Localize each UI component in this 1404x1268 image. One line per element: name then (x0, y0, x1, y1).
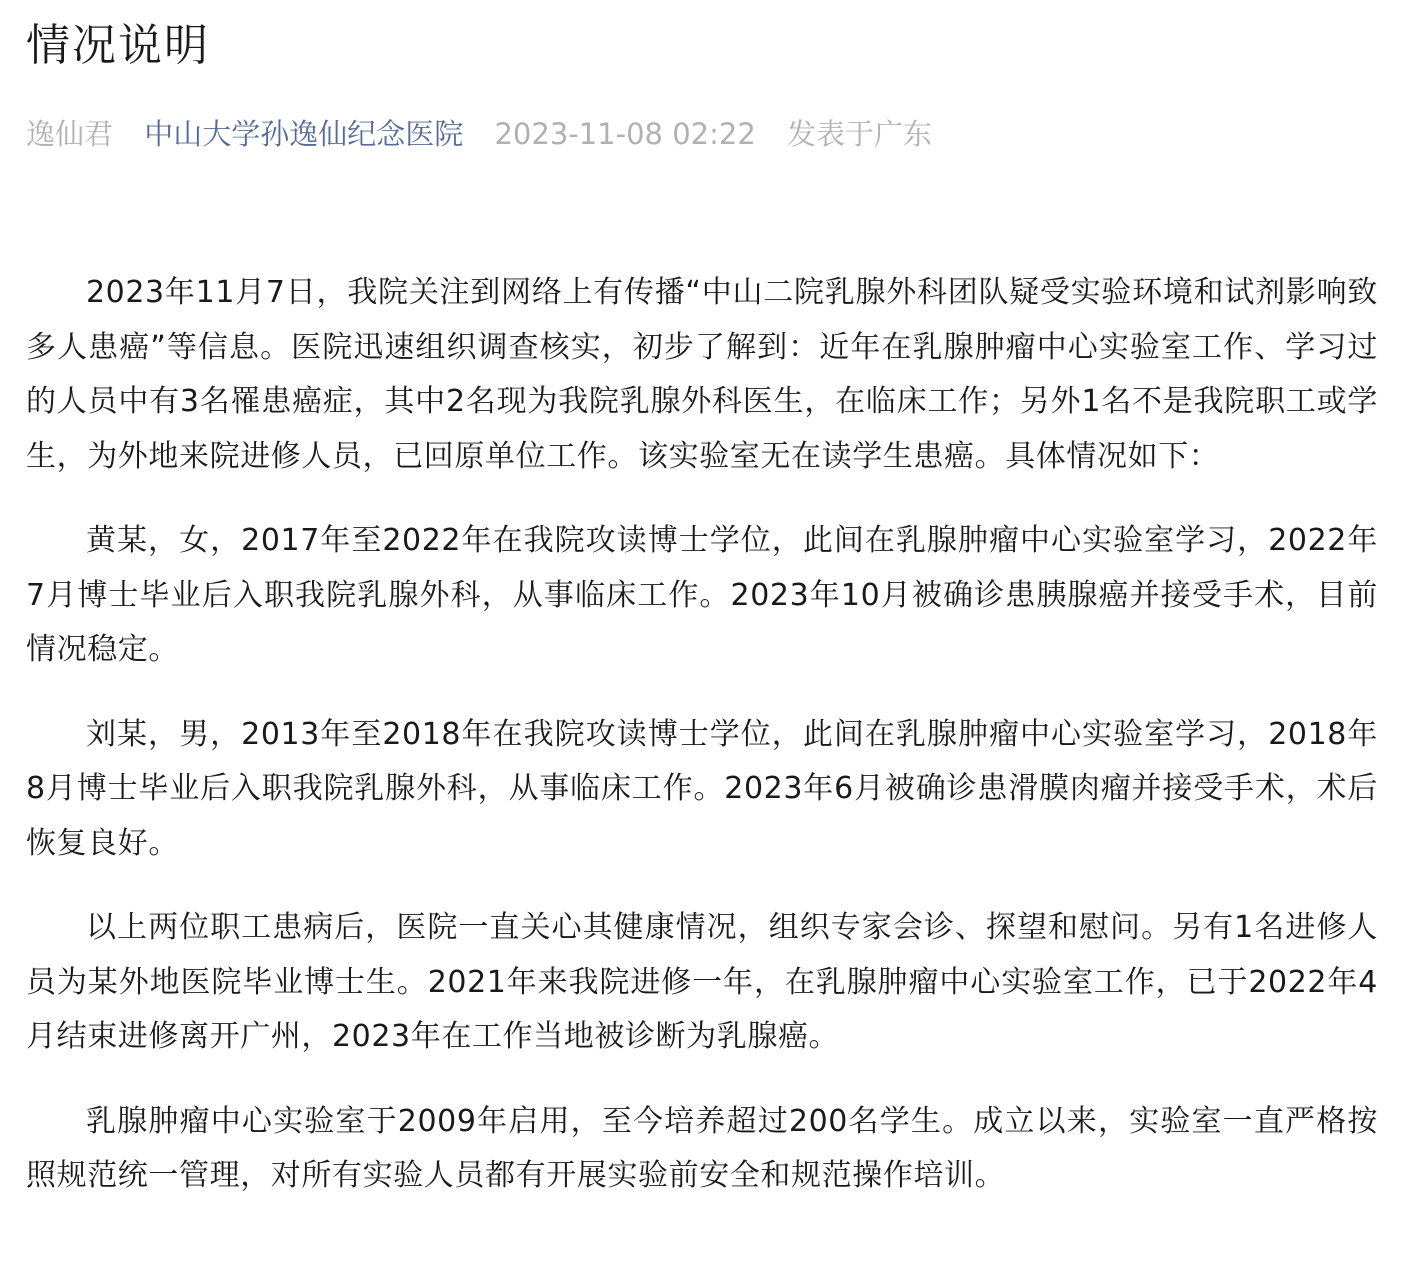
publish-location: 发表于广东 (787, 117, 933, 151)
article-meta (26, 114, 1378, 154)
author-name: 逸仙君 (26, 117, 114, 151)
paragraph-3: 刘某，男，2013年至2018年在我院攻读博士学位，此间在乳腺肿瘤中心实验室学习，2018年8月博士毕业后入职我院乳腺外科，从事临床工作。2023年6月被确诊患滑膜肉瘤并接受手术，术后恢复良好。 (26, 716, 1378, 861)
publish-datetime: 2023-11-08 02:22 (494, 117, 756, 151)
article-title: 情况说明 (26, 20, 210, 71)
account-link[interactable]: 中山大学孙逸仙纪念医院 (144, 117, 464, 151)
paragraph-1: 2023年11月7日，我院关注到网络上有传播“中山二院乳腺外科团队疑受实验环境和试剂影响致多人患癌”等信息。医院迅速组织调查核实，初步了解到：近年在乳腺肿瘤中心实验室工作、学习过的人员中有3名罹患癌症，其中2名现为我院乳腺外科医生，在临床工作；另外1名不是我院职工或学生，为外地来院进修人员，已回原单位工作。该实验室无在读学生患癌。具体情况如下： (26, 275, 1378, 474)
paragraph-4: 以上两位职工患病后，医院一直关心其健康情况，组织专家会诊、探望和慰问。另有1名进修人员为某外地医院毕业博士生。2021年来我院进修一年，在乳腺肿瘤中心实验室工作，已于2022年4月结束进修离开广州，2023年在工作当地被诊断为乳腺癌。 (26, 910, 1378, 1054)
paragraph-2: 黄某，女，2017年至2022年在我院攻读博士学位，此间在乳腺肿瘤中心实验室学习，2022年7月博士毕业后入职我院乳腺外科，从事临床工作。2023年10月被确诊患胰腺癌并接受手术，目前情况稳定。 (26, 523, 1378, 667)
paragraph-5: 乳腺肿瘤中心实验室于2009年启用，至今培养超过200名学生。成立以来，实验室一直严格按照规范统一管理，对所有实验人员都有开展实验前安全和规范操作培训。 (26, 1103, 1378, 1193)
article-content (26, 266, 1378, 1204)
